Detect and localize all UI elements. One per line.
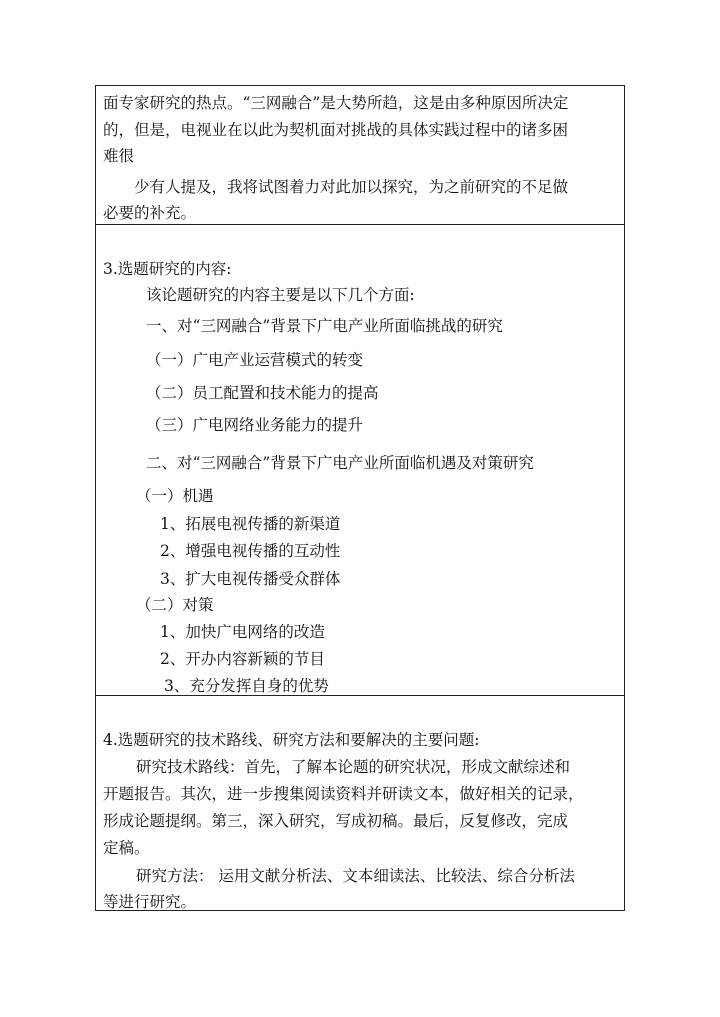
paragraph-line: 难很 (103, 147, 135, 165)
list-item: 3、扩大电视传播受众群体 (160, 570, 341, 588)
section-heading: 3.选题研究的内容: (103, 260, 232, 278)
section-heading: 4.选题研究的技术路线、研究方法和要解决的主要问题: (103, 731, 480, 749)
paragraph-line: 的，但是，电视业在以此为契机面对挑战的具体实践过程中的诸多困 (103, 121, 569, 139)
list-item: （一）广电产业运营模式的转变 (146, 351, 364, 369)
paragraph-line: 研究技术路线：首先，了解本论题的研究状况，形成文献综述和 (136, 758, 571, 776)
list-item: 3、充分发挥自身的优势 (164, 677, 329, 695)
paragraph-line: 定稿。 (103, 839, 150, 857)
paragraph-line: 必要的补充。 (103, 204, 197, 222)
list-item: 1、加快广电网络的改造 (160, 623, 325, 641)
list-item: 2、开办内容新颖的节目 (160, 650, 325, 668)
paragraph-line: 等进行研究。 (103, 893, 197, 911)
part2-title: 二、对“三网融合”背景下广电产业所面临机遇及对策研究 (146, 454, 534, 472)
list-item: （二）员工配置和技术能力的提高 (146, 384, 379, 402)
list-item: 2、增强电视传播的互动性 (160, 542, 341, 560)
paragraph-line: 研究方法： 运用文献分析法、文本细读法、比较法、综合分析法 (136, 867, 575, 885)
part1-title: 一、对“三网融合”背景下广电产业所面临挑战的研究 (146, 317, 503, 335)
strategy-title: （二）对策 (136, 596, 214, 614)
research-background-cell (96, 86, 624, 225)
paragraph-line: 面专家研究的热点。“三网融合”是大势所趋，这是由多种原因所决定 (103, 94, 569, 112)
list-item: 1、拓展电视传播的新渠道 (160, 515, 341, 533)
proposal-table (95, 85, 625, 911)
intro-text: 该论题研究的内容主要是以下几个方面: (146, 286, 415, 304)
opportunity-title: （一）机遇 (136, 487, 214, 505)
research-content-cell (96, 225, 624, 696)
paragraph-line: 开题报告。其次，进一步搜集阅读资料并研读文本，做好相关的记录， (103, 785, 584, 803)
list-item: （三）广电网络业务能力的提升 (146, 416, 364, 434)
paragraph-line: 少有人提及，我将试图着力对此加以探究，为之前研究的不足做 (134, 178, 569, 196)
paragraph-line: 形成论题提纲。第三，深入研究，写成初稿。最后，反复修改，完成 (103, 812, 569, 830)
research-method-cell (96, 696, 624, 910)
